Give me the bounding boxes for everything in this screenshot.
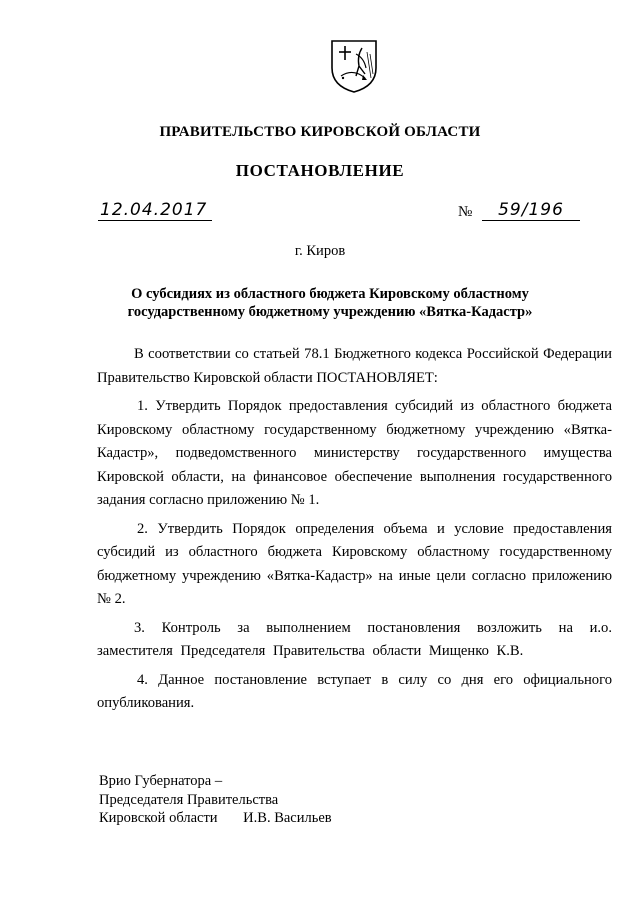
document-body (97, 343, 612, 721)
clause-4: 4. Данное постановление вступает в силу со дня его официального опубликования. (97, 671, 612, 711)
signer-title: Врио Губернатора – (99, 773, 223, 789)
clause-1: 1. Утвердить Порядок предоставления субсидий из областного бюджета Кировскому областному государственному бюджетному учреждению «Вятка-Кадастр», подведомственного министерству государственного имущества Кировской области, на финансовое обеспечение выполнения государственного задания согласно приложению № 1. (97, 398, 612, 508)
document-number: 59/196 (482, 200, 580, 221)
coat-of-arms-icon (329, 38, 379, 94)
government-name: ПРАВИТЕЛЬСТВО КИРОВСКОЙ ОБЛАСТИ (159, 124, 481, 140)
subject-line: государственному бюджетному учреждению «Вятка-Кадастр» (127, 304, 533, 320)
document-date: 12.04.2017 (98, 200, 212, 221)
document-subject (120, 285, 540, 321)
clause-2: 2. Утвердить Порядок определения объема и условие предоставления субсидий из областного бюджета Кировскому областному государственному бюджетному учреждению «Вятка-Кадастр» на иные цели согласно приложению № 2. (97, 520, 612, 607)
city: г. Киров (294, 243, 346, 259)
clause-3: 3. Контроль за выполнением постановления возложить на и.о. заместителя Председателя Правительства области Мищенко К.В. (97, 619, 612, 659)
document-type: ПОСТАНОВЛЕНИЕ (235, 161, 405, 180)
preamble: В соответствии со статьей 78.1 Бюджетного кодекса Российской Федерации Правительство Кировской области ПОСТАНОВЛЯЕТ: (97, 346, 612, 386)
number-label: № (458, 204, 473, 220)
subject-line: О субсидиях из областного бюджета Кировскому областному (131, 286, 529, 302)
signer-name: И.В. Васильев (243, 810, 332, 826)
signer-title: Кировской области (99, 810, 218, 826)
signature-block (99, 772, 332, 828)
signer-title: Председателя Правительства (99, 791, 279, 808)
